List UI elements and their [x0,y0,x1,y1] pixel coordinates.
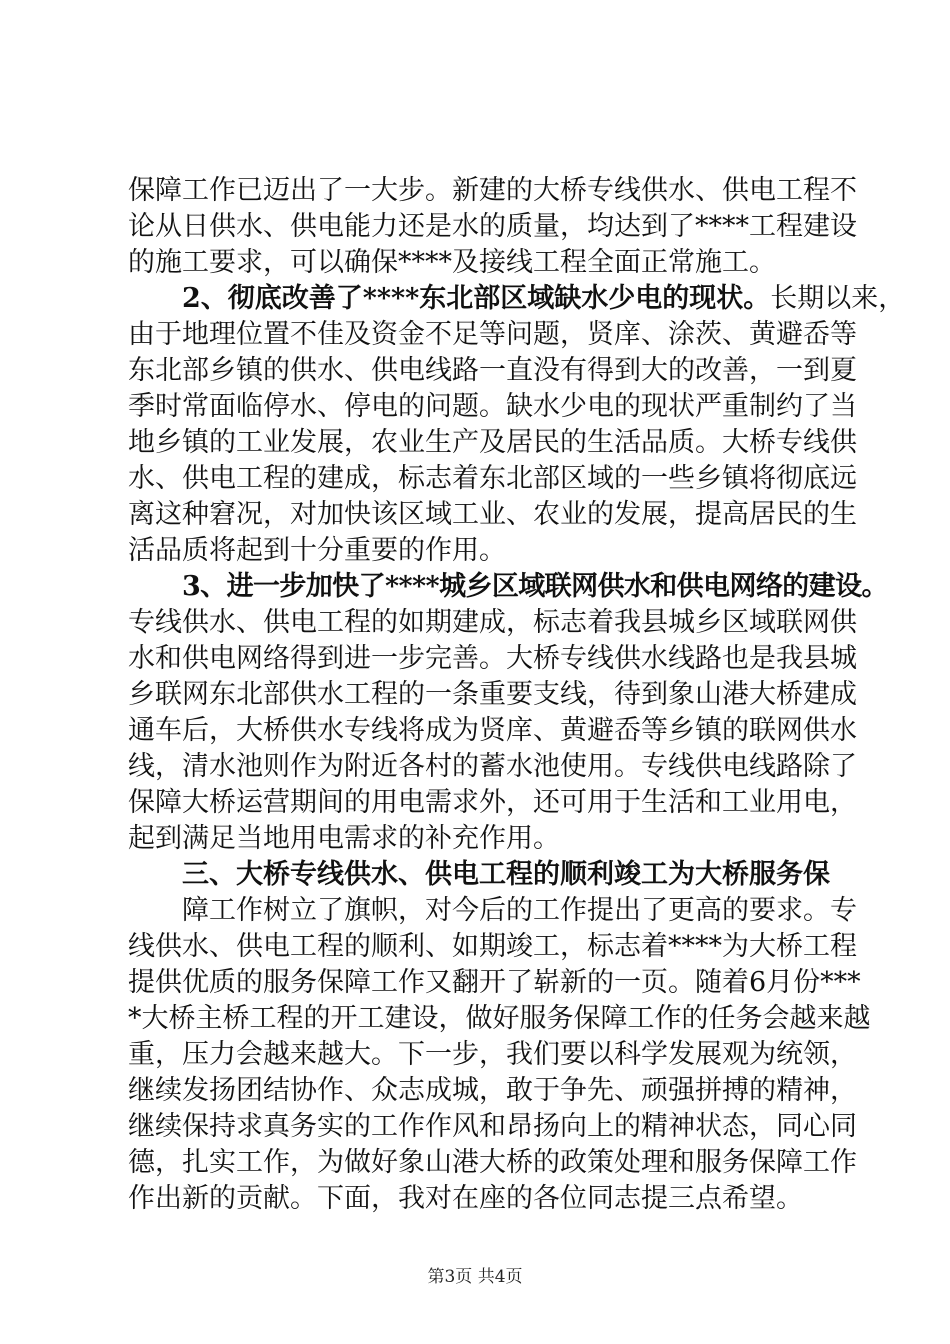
text-line: 继续发扬团结协作、众志成城，敢于争先、顽强拼搏的精神， [128,1075,857,1106]
text-line: 继续保持求真务实的工作作风和昂扬向上的精神状态，同心同 [128,1111,857,1142]
text-line: 乡联网东北部供水工程的一条重要支线，待到象山港大桥建成 [128,679,857,710]
text-line: 起到满足当地用电需求的补充作用。 [128,823,560,854]
text-line: 季时常面临停水、停电的问题。缺水少电的现状严重制约了当 [128,391,857,422]
section-3-heading: 三、大桥专线供水、供电工程的顺利竣工为大桥服务保 [182,859,830,890]
page-number-footer: 第3页 共4页 [427,1267,523,1287]
text-line: 离这种窘况，对加快该区域工业、农业的发展，提高居民的生 [128,499,857,530]
text-line: 作出新的贡献。下面，我对在座的各位同志提三点希望。 [128,1183,803,1214]
text-line: 东北部乡镇的供水、供电线路一直没有得到大的改善，一到夏 [128,355,857,386]
text-line: 保障大桥运营期间的用电需求外，还可用于生活和工业用电， [128,787,857,818]
paragraph-2-lead: 长期以来， [770,283,906,314]
text-line: 地乡镇的工业发展，农业生产及居民的生活品质。大桥专线供 [128,427,857,458]
text-line: 通车后，大桥供水专线将成为贤庠、黄避岙等乡镇的联网供水 [128,715,857,746]
paragraph-2-first-line [182,281,906,317]
text-line: 德，扎实工作，为做好象山港大桥的政策处理和服务保障工作 [128,1147,857,1178]
text-line: 论从日供水、供电能力还是水的质量，均达到了****工程建设 [128,211,857,242]
text-line: 水和供电网络得到进一步完善。大桥专线供水线路也是我县城 [128,643,857,674]
text-line: 线供水、供电工程的顺利、如期竣工，标志着****为大桥工程 [128,931,857,962]
text-line: 专线供水、供电工程的如期建成，标志着我县城乡区域联网供 [128,607,857,638]
text-line: 重，压力会越来越大。下一步，我们要以科学发展观为统领， [128,1039,857,1070]
text-line: 线，清水池则作为附近各村的蓄水池使用。专线供电线路除了 [128,751,857,782]
text-line: 活品质将起到十分重要的作用。 [128,535,506,566]
text-line: 保障工作已迈出了一大步。新建的大桥专线供水、供电工程不 [128,175,857,206]
text-line: 水、供电工程的建成，标志着东北部区域的一些乡镇将彻底远 [128,463,857,494]
text-line: 提供优质的服务保障工作又翻开了崭新的一页。随着6月份*** [128,967,861,998]
paragraph-3-heading: 3、进一步加快了****城乡区域联网供水和供电网络的建设。 [182,571,888,602]
text-line: *大桥主桥工程的开工建设，做好服务保障工作的任务会越来越 [128,1003,871,1034]
text-line: 由于地理位置不佳及资金不足等问题，贤庠、涂茨、黄避岙等 [128,319,857,350]
text-line: 的施工要求，可以确保****及接线工程全面正常施工。 [128,247,776,278]
paragraph-2-heading: 2、彻底改善了****东北部区域缺水少电的现状。 [182,283,771,314]
text-line: 障工作树立了旗帜，对今后的工作提出了更高的要求。专 [182,895,857,926]
